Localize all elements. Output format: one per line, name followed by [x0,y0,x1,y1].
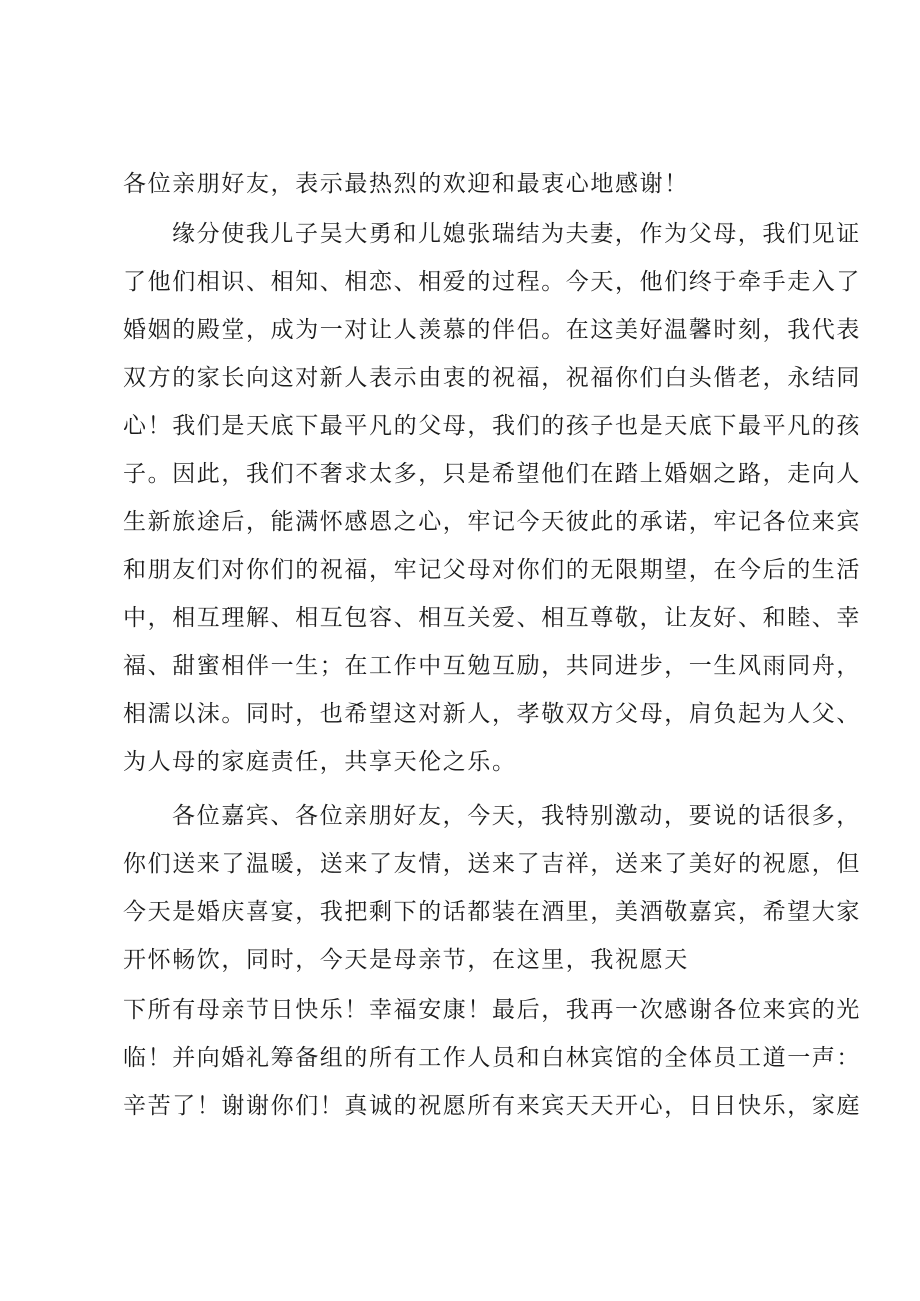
text-line: 中，相互理解、相互包容、相互关爱、相互尊敬，让友好、和睦、幸 [123,605,861,631]
text-line: 和朋友们对你们的祝福，牢记父母对你们的无限期望，在今后的生活 [123,557,861,583]
text-line: 辛苦了！谢谢你们！真诚的祝愿所有来宾天天开心，日日快乐，家庭 [123,1093,861,1119]
text-line: 下所有母亲节日快乐！幸福安康！最后，我再一次感谢各位来宾的光 [123,997,861,1023]
text-line: 婚姻的殿堂，成为一对让人羡慕的伴侣。在这美好温馨时刻，我代表 [123,317,861,343]
text-line: 各位亲朋好友，表示最热烈的欢迎和最衷心地感谢！ [123,171,689,197]
text-line: 双方的家长向这对新人表示由衷的祝福，祝福你们白头偕老，永结同 [123,365,861,391]
text-line: 临！并向婚礼筹备组的所有工作人员和白林宾馆的全体员工道一声： [123,1045,861,1071]
text-line: 福、甜蜜相伴一生；在工作中互勉互励，共同进步，一生风雨同舟， [123,653,861,679]
text-line: 为人母的家庭责任，共享天伦之乐。 [123,749,517,775]
text-line: 子。因此，我们不奢求太多，只是希望他们在踏上婚姻之路，走向人 [123,461,861,487]
text-line: 相濡以沫。同时，也希望这对新人，孝敬双方父母，肩负起为人父、 [123,701,861,727]
text-line: 开怀畅饮，同时，今天是母亲节，在这里，我祝愿天 [123,947,689,973]
text-line: 各位嘉宾、各位亲朋好友，今天，我特别激动，要说的话很多， [172,803,861,829]
text-line: 今天是婚庆喜宴，我把剩下的话都装在酒里，美酒敬嘉宾，希望大家 [123,899,861,925]
text-line: 了他们相识、相知、相恋、相爱的过程。今天，他们终于牵手走入了 [123,269,861,295]
text-line: 心！我们是天底下最平凡的父母，我们的孩子也是天底下最平凡的孩 [123,413,861,439]
text-line: 生新旅途后，能满怀感恩之心，牢记今天彼此的承诺，牢记各位来宾 [123,509,861,535]
text-line: 你们送来了温暖，送来了友情，送来了吉祥，送来了美好的祝愿，但 [123,851,861,877]
text-line: 缘分使我儿子吴大勇和儿媳张瑞结为夫妻，作为父母，我们见证 [172,221,861,247]
